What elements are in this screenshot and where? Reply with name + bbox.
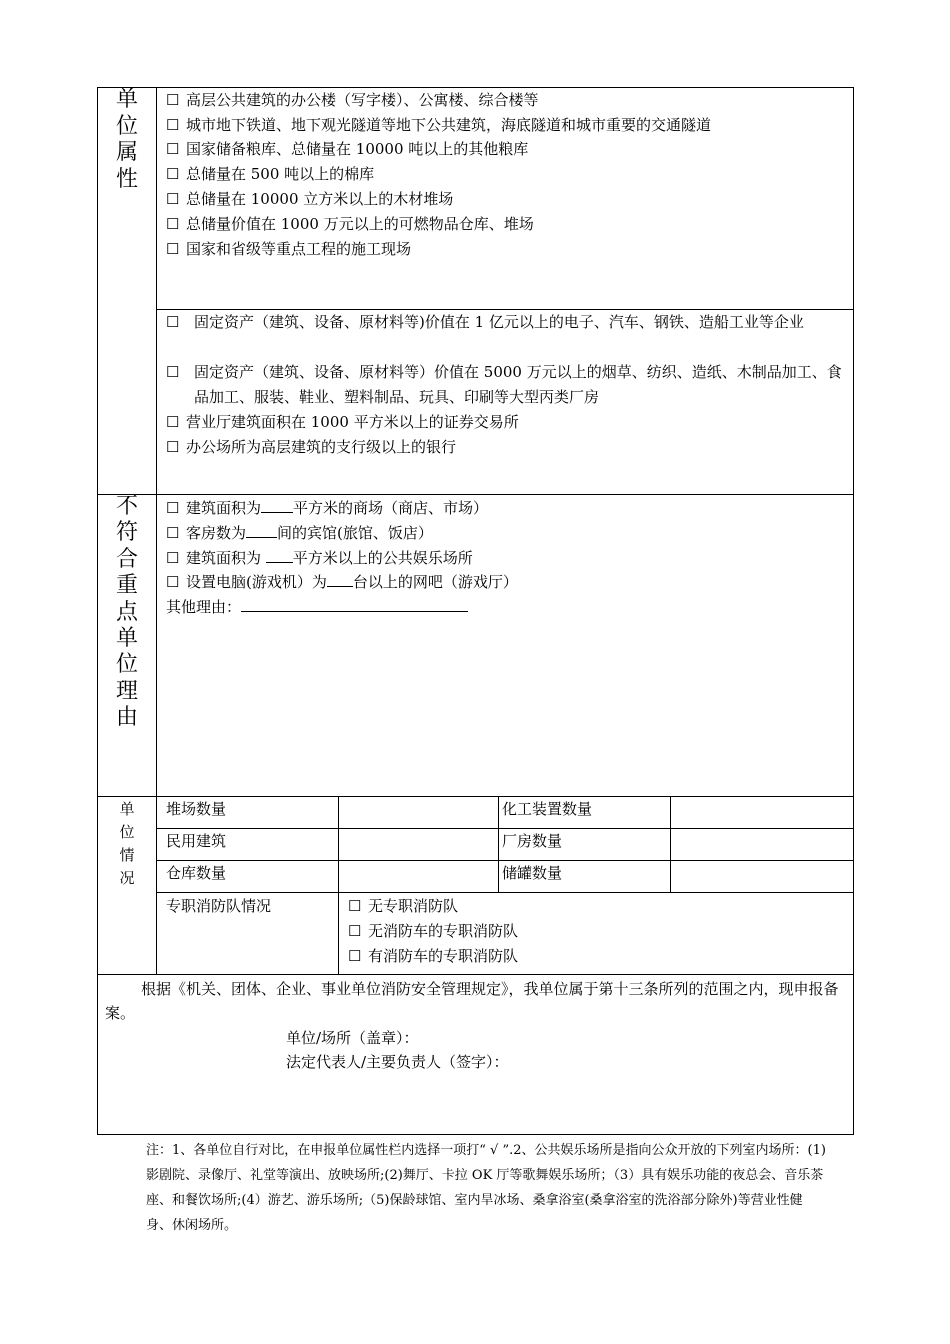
reason-option-hotel[interactable] bbox=[166, 523, 433, 543]
checkbox[interactable]: ☐ bbox=[166, 240, 180, 258]
checkbox[interactable]: ☐ bbox=[348, 897, 362, 915]
option-text: 建筑面积为 bbox=[186, 549, 266, 567]
attr-option-cotton[interactable] bbox=[166, 164, 374, 184]
attr-option-bank[interactable] bbox=[166, 437, 456, 457]
other-reason-blank[interactable] bbox=[241, 597, 468, 612]
checkbox[interactable]: ☐ bbox=[348, 947, 362, 965]
table-row-divider bbox=[97, 974, 854, 975]
unit-situation-label bbox=[112, 798, 142, 890]
signature-label: 法定代表人/主要负责人（签字）： bbox=[286, 1053, 509, 1071]
checkbox[interactable]: ☐ bbox=[166, 363, 180, 381]
checkbox[interactable]: ☐ bbox=[166, 549, 180, 567]
checkbox[interactable]: ☐ bbox=[166, 499, 180, 517]
label-char: 由 bbox=[115, 705, 138, 731]
stockyard-count-label: 堆场数量 bbox=[166, 800, 227, 818]
checkbox[interactable]: ☐ bbox=[166, 573, 180, 591]
footnote: 注：1、各单位自行对比，在申报单位属性栏内选择一项打“ √ ”.2、公共娱乐场所是指向公众开放的下列室内场所：(1)影剧院、录像厅、礼堂等演出、放映场所;(2)舞厅、卡拉 OK 厅等歌舞娱乐场所；（3）具有娱乐功能的夜总会、音乐茶座、和餐饮场所;(4）游艺、游乐场所;（5)保龄球馆、室内旱冰场、桑拿浴室(桑拿浴室的洗浴部分除外)等营业性健身、休闲场所。 bbox=[146, 1143, 826, 1233]
factory-count-field[interactable] bbox=[671, 829, 852, 859]
checkbox[interactable]: ☐ bbox=[166, 524, 180, 542]
label-char: 位 bbox=[115, 113, 138, 139]
fire-team-option-with-truck[interactable] bbox=[348, 946, 518, 966]
attr-option-tunnel[interactable] bbox=[166, 115, 711, 135]
checkbox[interactable]: ☐ bbox=[166, 116, 180, 134]
fire-team-option-no-truck[interactable] bbox=[348, 921, 518, 941]
checkbox[interactable]: ☐ bbox=[166, 91, 180, 109]
label-char: 理 bbox=[115, 678, 138, 704]
option-text: 间的宾馆(旅馆、饭店） bbox=[277, 524, 433, 542]
fire-team-label: 专职消防队情况 bbox=[166, 897, 272, 915]
option-text: 高层公共建筑的办公楼（写字楼）、公寓楼、综合楼等 bbox=[186, 91, 539, 109]
label-char: 不 bbox=[115, 494, 138, 519]
option-text: 总储量在 10000 立方米以上的木材堆场 bbox=[186, 190, 454, 208]
factory-count-label: 厂房数量 bbox=[502, 832, 563, 850]
label-char: 位 bbox=[115, 652, 138, 678]
label-char: 况 bbox=[119, 869, 135, 887]
table-bottom-border bbox=[97, 1134, 854, 1135]
option-text: 平方米以上的公共娱乐场所 bbox=[292, 549, 473, 567]
situation-column-divider bbox=[498, 796, 499, 892]
attr-option-large-enterprise[interactable] bbox=[166, 310, 850, 335]
warehouse-count-field[interactable] bbox=[339, 861, 497, 891]
other-reason-label: 其他理由： bbox=[166, 598, 242, 616]
reason-option-netcafe[interactable] bbox=[166, 572, 518, 592]
table-top-border bbox=[97, 87, 854, 88]
label-char: 符 bbox=[115, 520, 138, 546]
option-text: 办公场所为高层建筑的支行级以上的银行 bbox=[186, 438, 457, 456]
label-char: 重 bbox=[115, 573, 138, 599]
checkbox[interactable]: ☐ bbox=[166, 313, 180, 331]
declaration-text: 根据《机关、团体、企业、事业单位消防安全管理规定》，我单位属于第十三条所列的范围之内，现申报备案。 bbox=[105, 980, 839, 1022]
checkbox[interactable]: ☐ bbox=[166, 140, 180, 158]
option-text: 国家和省级等重点工程的施工现场 bbox=[186, 240, 412, 258]
unit-attribute-label bbox=[112, 87, 142, 193]
option-text: 国家储备粮库、总储量在 10000 吨以上的其他粮库 bbox=[186, 140, 529, 158]
option-text: 无专职消防队 bbox=[368, 897, 459, 915]
attr-option-construction[interactable] bbox=[166, 239, 411, 259]
checkbox[interactable]: ☐ bbox=[166, 215, 180, 233]
option-text: 客房数为 bbox=[186, 524, 247, 542]
label-column-divider bbox=[156, 87, 157, 975]
option-text: 城市地下铁道、地下观光隧道等地下公共建筑，海底隧道和城市重要的交通隧道 bbox=[186, 116, 712, 134]
option-text: 无消防车的专职消防队 bbox=[368, 922, 519, 940]
attr-option-highrise[interactable] bbox=[166, 90, 539, 110]
checkbox[interactable]: ☐ bbox=[166, 413, 180, 431]
attr-option-timber[interactable] bbox=[166, 189, 453, 209]
checkbox[interactable]: ☐ bbox=[348, 922, 362, 940]
label-char: 位 bbox=[119, 823, 135, 841]
label-char: 点 bbox=[115, 599, 138, 625]
table-right-border bbox=[853, 87, 854, 1135]
table-row-divider bbox=[97, 494, 854, 495]
table-left-border bbox=[97, 87, 98, 1135]
table-row-divider bbox=[156, 892, 854, 893]
label-char: 单 bbox=[115, 87, 138, 112]
tank-count-field[interactable] bbox=[671, 861, 852, 891]
fill-blank[interactable] bbox=[266, 548, 293, 563]
label-char: 单 bbox=[119, 800, 135, 818]
label-char: 合 bbox=[115, 546, 138, 572]
attr-option-stock-exchange[interactable] bbox=[166, 412, 519, 432]
chem-unit-count-label: 化工装置数量 bbox=[502, 800, 593, 818]
label-char: 性 bbox=[115, 166, 138, 192]
fire-team-option-none[interactable] bbox=[348, 896, 458, 916]
option-text: 平方米的商场（商店、市场） bbox=[293, 499, 489, 517]
option-text: 总储量在 500 吨以上的棉库 bbox=[186, 165, 375, 183]
label-char: 单 bbox=[115, 626, 138, 652]
option-text: 有消防车的专职消防队 bbox=[368, 947, 519, 965]
stockyard-count-field[interactable] bbox=[339, 797, 497, 827]
non-key-unit-reason-label bbox=[112, 494, 142, 732]
reason-other[interactable] bbox=[166, 597, 468, 617]
civil-building-label: 民用建筑 bbox=[166, 832, 227, 850]
option-text: 总储量价值在 1000 万元以上的可燃物品仓库、堆场 bbox=[186, 215, 534, 233]
label-char: 情 bbox=[119, 846, 135, 864]
seal-label: 单位/场所（盖章）： bbox=[286, 1029, 419, 1047]
option-text: 台以上的网吧（游戏厅） bbox=[352, 573, 518, 591]
checkbox[interactable]: ☐ bbox=[166, 438, 180, 456]
option-text: 营业厅建筑面积在 1000 平方米以上的证券交易所 bbox=[186, 413, 519, 431]
option-text: 设置电脑(游戏机）为 bbox=[186, 573, 327, 591]
attr-option-class-c-factory[interactable] bbox=[166, 360, 850, 410]
tank-count-label: 储罐数量 bbox=[502, 864, 563, 882]
civil-building-field[interactable] bbox=[339, 829, 497, 859]
option-text: 固定资产（建筑、设备、原材料等）价值在 5000 万元以上的烟草、纺织、造纸、木制品加工、食品加工、服装、鞋业、塑料制品、玩具、印刷等大型丙类厂房 bbox=[194, 363, 842, 406]
option-text: 建筑面积为 bbox=[186, 499, 262, 517]
checkbox[interactable]: ☐ bbox=[166, 190, 180, 208]
reason-option-mall[interactable] bbox=[166, 498, 488, 518]
checkbox[interactable]: ☐ bbox=[166, 165, 180, 183]
fill-blank[interactable] bbox=[246, 523, 277, 538]
chem-unit-count-field[interactable] bbox=[671, 797, 852, 827]
label-char: 属 bbox=[115, 140, 138, 165]
attr-option-warehouse[interactable] bbox=[166, 214, 534, 234]
option-text: 固定资产（建筑、设备、原材料等)价值在 1 亿元以上的电子、汽车、钢铁、造船工业等企业 bbox=[194, 313, 804, 331]
fill-blank[interactable] bbox=[261, 498, 293, 513]
attr-option-granary[interactable] bbox=[166, 139, 528, 159]
reason-option-entertainment[interactable] bbox=[166, 548, 473, 568]
warehouse-count-label: 仓库数量 bbox=[166, 864, 227, 882]
fill-blank[interactable] bbox=[327, 572, 353, 587]
